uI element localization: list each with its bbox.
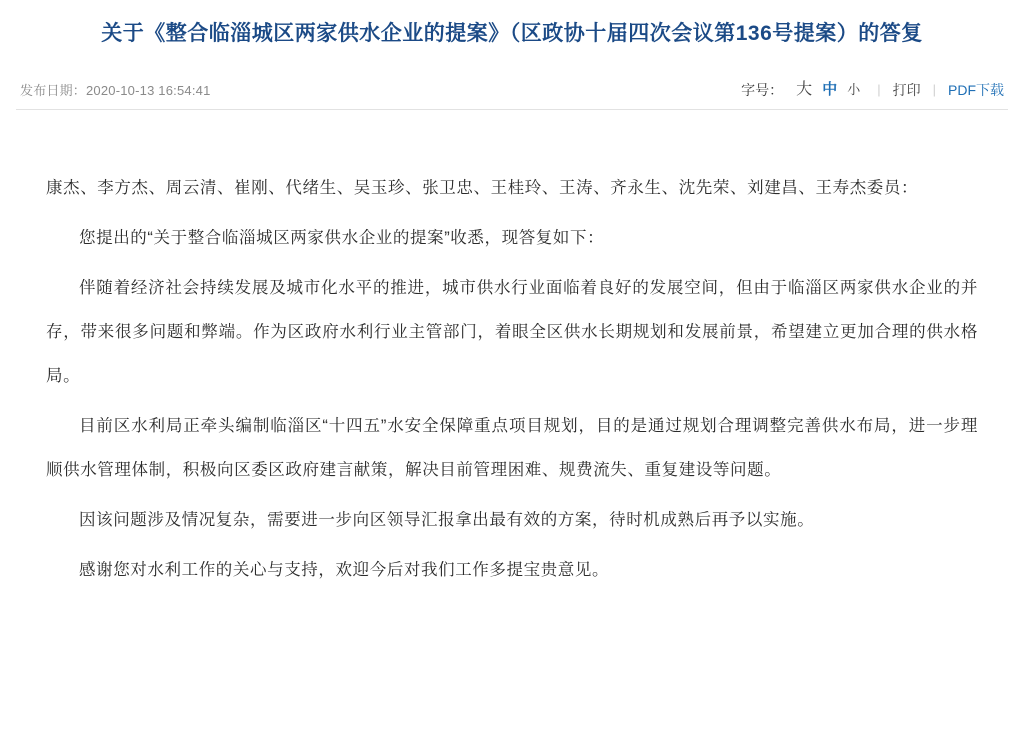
toolbar-separator-1: | [877, 82, 881, 97]
body-paragraph-salutation: 康杰、李方杰、周云清、崔刚、代绪生、吴玉珍、张卫忠、王桂玲、王涛、齐永生、沈先荣、刘建昌、王寿杰委员： [46, 179, 919, 197]
title-block [0, 0, 1024, 52]
publish-date: 发布日期：2020-10-13 16:54:41 [20, 83, 211, 98]
toolbar-separator-2: | [932, 82, 936, 97]
document-body [0, 110, 1024, 592]
fontsize-label: 字号： [741, 81, 784, 98]
fontsize-medium-button[interactable]: 中 [822, 81, 838, 98]
body-paragraph-4: 因该问题涉及情况复杂，需要进一步向区领导汇报拿出最有效的方案，待时机成熟后再予以实施。 [79, 511, 815, 529]
page-title: 关于《整合临淄城区两家供水企业的提案》（区政协十届四次会议第136号提案）的答复 [101, 22, 923, 45]
body-paragraph-2: 伴随着经济社会持续发展及城市化水平的推进，城市供水行业面临着良好的发展空间，但由于临淄区两家供水企业的并存，带来很多问题和弊端。作为区政府水利行业主管部门，着眼全区供水长期规划和发展前景，希望建立更加合理的供水格局。 [46, 279, 978, 385]
document-tools [741, 80, 1004, 100]
fontsize-small-button[interactable]: 小 [847, 82, 861, 97]
document-meta-bar [16, 70, 1008, 110]
fontsize-large-button[interactable]: 大 [796, 80, 813, 98]
print-button[interactable]: 打印 [892, 81, 921, 98]
body-paragraph-5: 感谢您对水利工作的关心与支持，欢迎今后对我们工作多提宝贵意见。 [79, 561, 610, 579]
body-paragraph-1: 您提出的“关于整合临淄城区两家供水企业的提案”收悉，现答复如下： [79, 229, 605, 247]
body-paragraph-3: 目前区水利局正牵头编制临淄区“十四五”水安全保障重点项目规划，目的是通过规划合理调整完善供水布局，进一步理顺供水管理体制，积极向区委区政府建言献策，解决目前管理困难、规费流失、重复建设等问题。 [46, 417, 978, 479]
pdf-download-link[interactable]: PDF下载 [948, 81, 1004, 98]
